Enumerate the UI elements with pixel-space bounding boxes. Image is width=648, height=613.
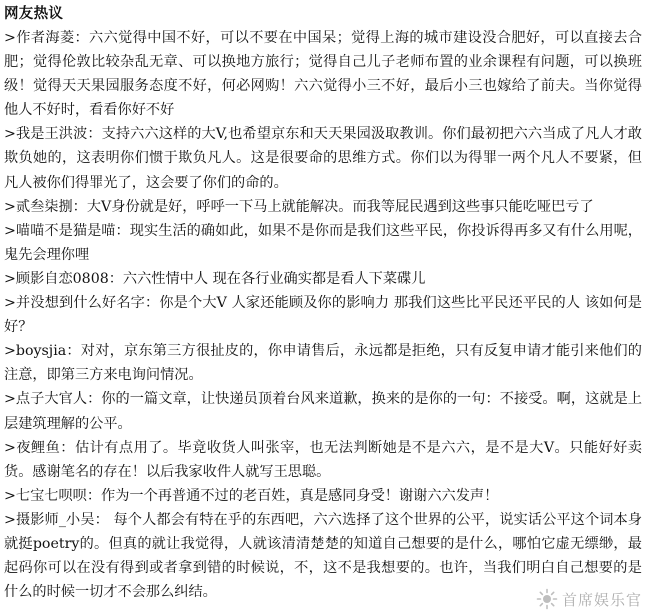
- comment-item: >夜鲤鱼：估计有点用了。毕竟收货人叫张宰，也无法判断她是不是六六，是不是大V。只能好好卖货。感谢笔名的存在！以后我家收件人就写王思聪。: [4, 439, 642, 480]
- section-heading: 网友热议: [4, 5, 64, 22]
- article-page: [4, 2, 642, 604]
- comment-item: >boysjia：对对，京东第三方很扯皮的，你申请售后，永远都是拒绝，只有反复申请才能引来他们的注意，即第三方来电询问情况。: [4, 343, 642, 384]
- comment-list: [4, 26, 642, 604]
- comment-item: >贰叁柒捌：大V身份就是好，呼呼一下马上就能解决。而我等屁民遇到这些事只能吃哑巴亏了: [4, 198, 594, 215]
- watermark-text: 首席娱乐官: [561, 590, 642, 609]
- comment-item: >喵喵不是猫是喵：现实生活的确如此，如果不是你而是我们这些平民，你投诉得再多又有什么用呢，鬼先会理你哩: [4, 222, 642, 263]
- watermark: [536, 588, 642, 610]
- comment-item: >我是王洪波：支持六六这样的大V,也希望京东和天天果园汲取教训。你们最初把六六当成了凡人才敢欺负她的，这表明你们惯于欺负凡人。这是很要命的思维方式。你们以为得罪一两个凡人不要紧，但凡人被你们得罪光了，这会要了你们的命的。: [4, 126, 642, 191]
- comment-item: >并没想到什么好名字：你是个大V 人家还能顾及你的影响力 那我们这些比平民还平民的人 该如何是好？: [4, 295, 642, 336]
- comment-item: >顾影自恋0808：六六性情中人 现在各行业确实都是看人下菜碟儿: [4, 270, 426, 287]
- sun-logo-icon: [536, 588, 558, 610]
- comment-item: >点子大官人：你的一篇文章，让快递员顶着台风来道歉，换来的是你的一句：不接受。啊，这就是上层建筑理解的公平。: [4, 391, 642, 432]
- comment-item: >七宝七呗呗：作为一个再普通不过的老百姓，真是感同身受！谢谢六六发声！: [4, 487, 499, 504]
- comment-item: >摄影师_小吴： 每个人都会有特在乎的东西吧，六六选择了这个世界的公平，说实话公平这个词本身就挺poetry的。但真的就让我觉得，人就该清清楚楚的知道自己想要的是什么，哪怕它虚无缥缈，最起码你可以在没有得到或者拿到错的时候说，不，这不是我想要的。也许，当我们明白自己想要的是什么的时候一切才不会那么纠结。: [4, 511, 642, 601]
- comment-item: >作者海菱：六六觉得中国不好，可以不要在中国呆；觉得上海的城市建设没合肥好，可以直接去合肥；觉得伦敦比较杂乱无章、可以换地方旅行；觉得自己儿子老师布置的业余课程有问题，可以换班级！觉得天天果园服务态度不好，何必网购！六六觉得小三不好，最后小三也嫁给了前夫。当你觉得他人不好时，看看你好不好: [4, 30, 642, 119]
